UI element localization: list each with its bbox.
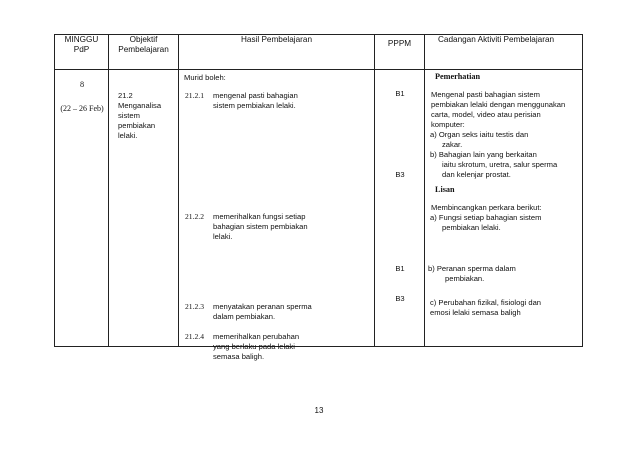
hasil-text: sistem pembiakan lelaki. [213,101,296,110]
pppm-cell [375,70,425,347]
lisan-heading: Lisan [435,185,455,194]
pemerhatian-line: pembiakan lelaki dengan menggunakan [431,100,566,109]
pppm-band: B1 [395,264,405,273]
table-header-row [55,35,583,70]
list-item: zakar. [442,140,463,149]
list-item: iaitu skrotum, uretra, salur sperma [442,160,558,169]
lesson-plan-table [54,34,583,361]
pemerhatian-line: carta, model, video atau perisian [431,110,541,119]
pppm-band: B3 [395,170,405,179]
list-item: pembiakan lelaki. [442,223,501,232]
hasil-code-3: 21.2.3 [185,302,204,311]
list-item: emosi lelaki semasa baligh [430,308,521,317]
list-item: c) Perubahan fizikal, fisiologi dan [430,298,542,307]
objektif-line: lelaki. [118,131,138,140]
hasil-code-1: 21.2.1 [185,91,204,100]
header-minggu-line1: MINGGU [64,35,99,44]
week-date: (22 – 26 Feb) [60,104,104,113]
page-number: 13 [314,406,324,415]
objektif-cell [109,70,179,347]
header-hasil: Hasil Pembelajaran [179,35,375,70]
list-item: b) Bahagian lain yang berkaitan [430,150,537,159]
cadangan-cell [425,70,583,347]
list-item: pembiakan. [445,274,485,283]
list-item: a) Fungsi setiap bahagian sistem [430,213,542,222]
objektif-line: 21.2 [118,91,133,100]
pemerhatian-line: Mengenal pasti bahagian sistem [431,90,540,99]
hasil-text: menyatakan peranan sperma [213,302,312,311]
header-minggu-line2: PdP [73,45,90,54]
hasil-text: mengenal pasti bahagian [213,91,298,100]
header-cadangan: Cadangan Aktiviti Pembelajaran [425,35,583,70]
week-number: 8 [79,80,85,89]
hasil-text: semasa baligh. [213,352,265,361]
header-objektif [109,35,179,70]
list-item: dan kelenjar prostat. [442,170,511,179]
header-objektif-line2: Pembelajaran [118,45,169,54]
table-row [55,70,583,347]
objektif-line: Menganalisa [118,101,162,110]
pemerhatian-heading: Pemerhatian [435,72,481,81]
hasil-code-4: 21.2.4 [185,332,204,341]
hasil-text: memerihalkan fungsi setiap [213,212,306,221]
hasil-text: memerihalkan perubahan [213,332,300,341]
pppm-band: B1 [395,89,405,98]
list-item: a) Organ seks iaitu testis dan [430,130,529,139]
list-item: b) Peranan sperma dalam [428,264,516,273]
header-pppm: PPPM [375,35,425,70]
hasil-code-2: 21.2.2 [185,212,204,221]
hasil-cell [179,70,375,361]
header-objektif-line1: Objektif [129,35,158,44]
hasil-text: lelaki. [213,232,233,241]
hasil-text: yang berlaku pada lelaki [213,342,295,351]
objektif-line: pembiakan [118,121,156,130]
hasil-intro: Murid boleh: [184,73,226,82]
objektif-line: sistem [118,111,140,120]
pppm-band: B3 [395,294,405,303]
pemerhatian-line: komputer: [431,120,465,129]
header-minggu [55,35,109,70]
lisan-intro: Membincangkan perkara berikut: [431,203,542,212]
hasil-text: dalam pembiakan. [213,312,276,321]
hasil-text: bahagian sistem pembiakan [213,222,308,231]
minggu-cell [55,70,109,347]
